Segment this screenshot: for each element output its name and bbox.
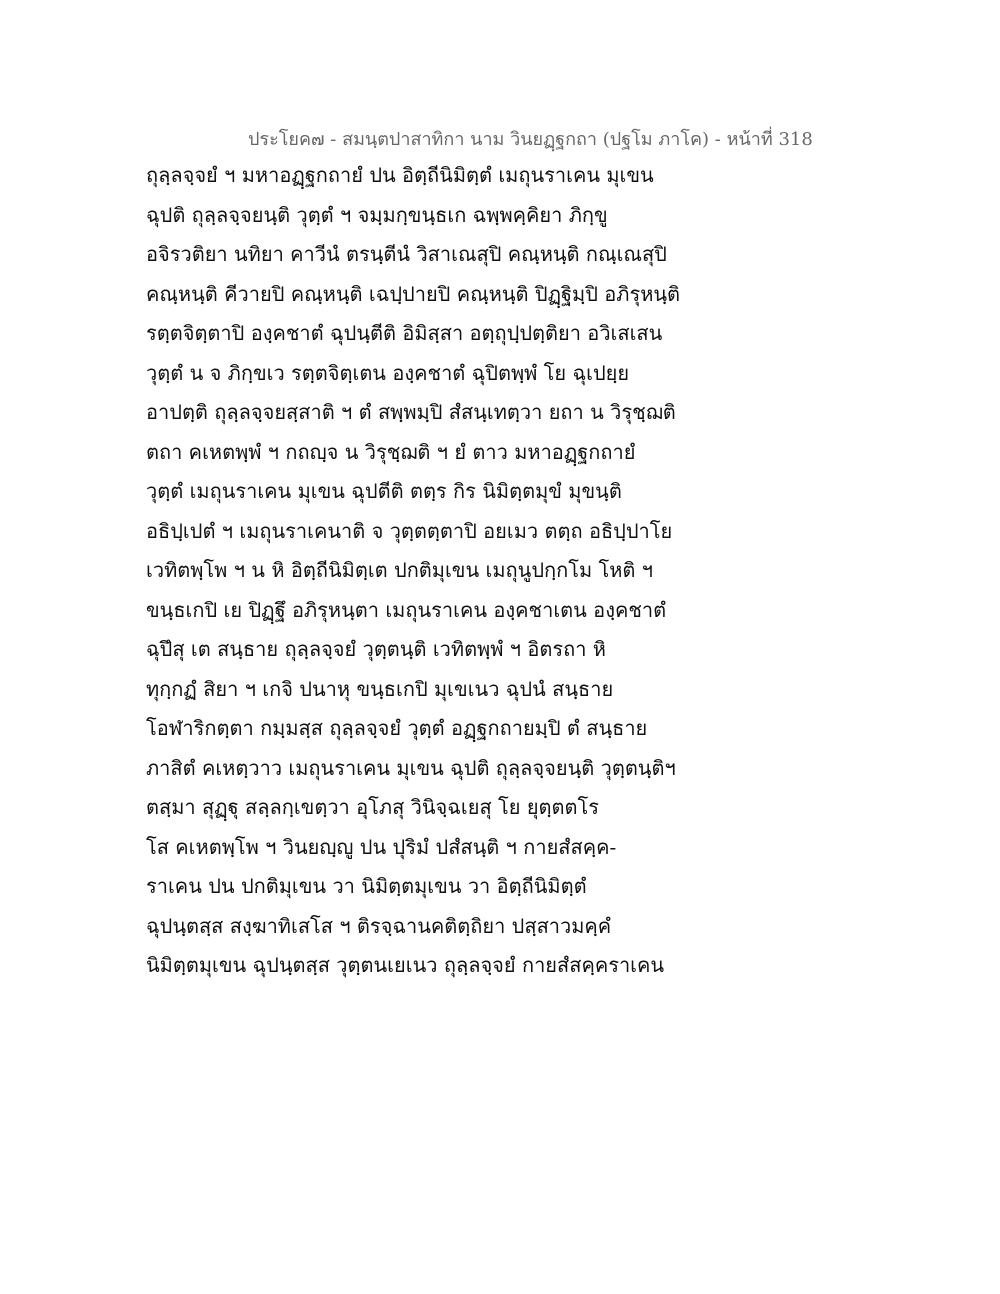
text-line: ตสฺมา สุฏฺฐุ สลฺลกฺเขตฺวา อุโภสุ วินิจฺฉเยสุ โย ยุตฺตตโร [146,795,599,819]
text-line: ถุลฺลจฺจยํ ฯ มหาอฏฺฐกถายํ ปน อิตฺถีนิมิตฺตํ เมถุนราเคน มุเขน [146,163,654,187]
text-line: อาปตฺติ ถุลฺลจฺจยสฺสาติ ฯ ตํ สพฺพมฺปิ สํสนฺเทตฺวา ยถา น วิรุชฺฌติ [146,400,676,424]
text-line: ฉุปนฺตสฺส สงฺฆาทิเสโส ฯ ติรจฺฉานคติตฺถิยา ปสฺสาวมคฺคํ [146,913,612,938]
text-line: วุตฺตํ น จ ภิกฺขเว รตฺตจิตฺเตน องฺคชาตํ ฉุปิตพฺพํ โย ฉุเปยฺย [146,360,630,385]
text-line: ขนฺธเกปิ เย ปิฏฺฐึ อภิรุหนฺตา เมถุนราเคน องฺคชาเตน องฺคชาตํ [146,597,667,622]
text-line: อธิปฺเปตํ ฯ เมถุนราเคนาติ จ วุตฺตตฺตาปิ อยเมว ตตฺถ อธิปฺปาโย [146,518,673,543]
text-line: ราเคน ปน ปกติมุเขน วา นิมิตฺตมุเขน วา อิตฺถีนิมิตฺตํ [146,874,587,898]
text-line: เวทิตพฺโพ ฯ น หิ อิตฺถีนิมิตฺเต ปกติมุเขน เมถุนูปกฺกโม โหติ ฯ [146,558,654,582]
text-line: โส คเหตพฺโพ ฯ วินยญฺญู ปน ปุริมํ ปสํสนฺติ ฯ กายสํสคฺค- [146,834,617,859]
running-header: ประโยค๗ - สมนฺตปาสาทิกา นาม วินยฏฺฐกถา (ปฐโม ภาโค) - หน้าที่ 318 [248,129,813,150]
text-line: ภาสิตํ คเหตฺวาว เมถุนราเคน มุเขน ฉุปติ ถุลฺลจฺจยนฺติ วุตฺตนฺติฯ [146,755,676,780]
text-line: ฉุปึสุ เต สนฺธาย ถุลฺลจฺจยํ วุตฺตนฺติ เวทิตพฺพํ ฯ อิตรถา หิ [146,637,606,661]
text-line: ทุกฺกฏํ สิยา ฯ เกจิ ปนาหุ ขนฺธเกปิ มุเขเนว ฉุปนํ สนฺธาย [146,676,614,701]
text-line: คณฺหนฺติ คีวายปิ คณฺหนฺติ เฉปฺปายปิ คณฺหนฺติ ปิฏฺฐิมฺปิ อภิรุหนฺติ [146,281,681,306]
text-line: นิมิตฺตมุเขน ฉุปนฺตสฺส วุตฺตนเยเนว ถุลฺลจฺจยํ กายสํสคฺคราเคน [146,953,665,977]
text-line: รตฺตจิตฺตาปิ องฺคชาตํ ฉุปนฺตีติ อิมิสฺสา อตฺถุปฺปตฺติยา อวิเสเสน [146,321,663,345]
body-text [146,160,706,990]
text-line: วุตฺตํ เมถุนราเคน มุเขน ฉุปตีติ ตตฺร กิร นิมิตฺตมุขํ มุขนฺติ [146,479,622,503]
text-line: โอฬาริกตฺตา กมฺมสฺส ถุลฺลจฺจยํ วุตฺตํ อฏฺฐกถายมฺปิ ตํ สนฺธาย [146,716,648,740]
text-line: ตถา คเหตพฺพํ ฯ กถญฺจ น วิรุชฺฌติ ฯ ยํ ตาว มหาอฏฺฐกถายํ [146,439,636,464]
text-line: อจิรวติยา นทิยา คาวีนํ ตรนฺตีนํ วิสาเณสุปิ คณฺหนฺติ กณฺเณสุปิ [146,242,667,266]
text-line: ฉุปติ ถุลฺลจฺจยนฺติ วุตฺตํ ฯ จมฺมกฺขนฺธเก ฉพฺพคฺคิยา ภิกฺขู [146,202,608,227]
